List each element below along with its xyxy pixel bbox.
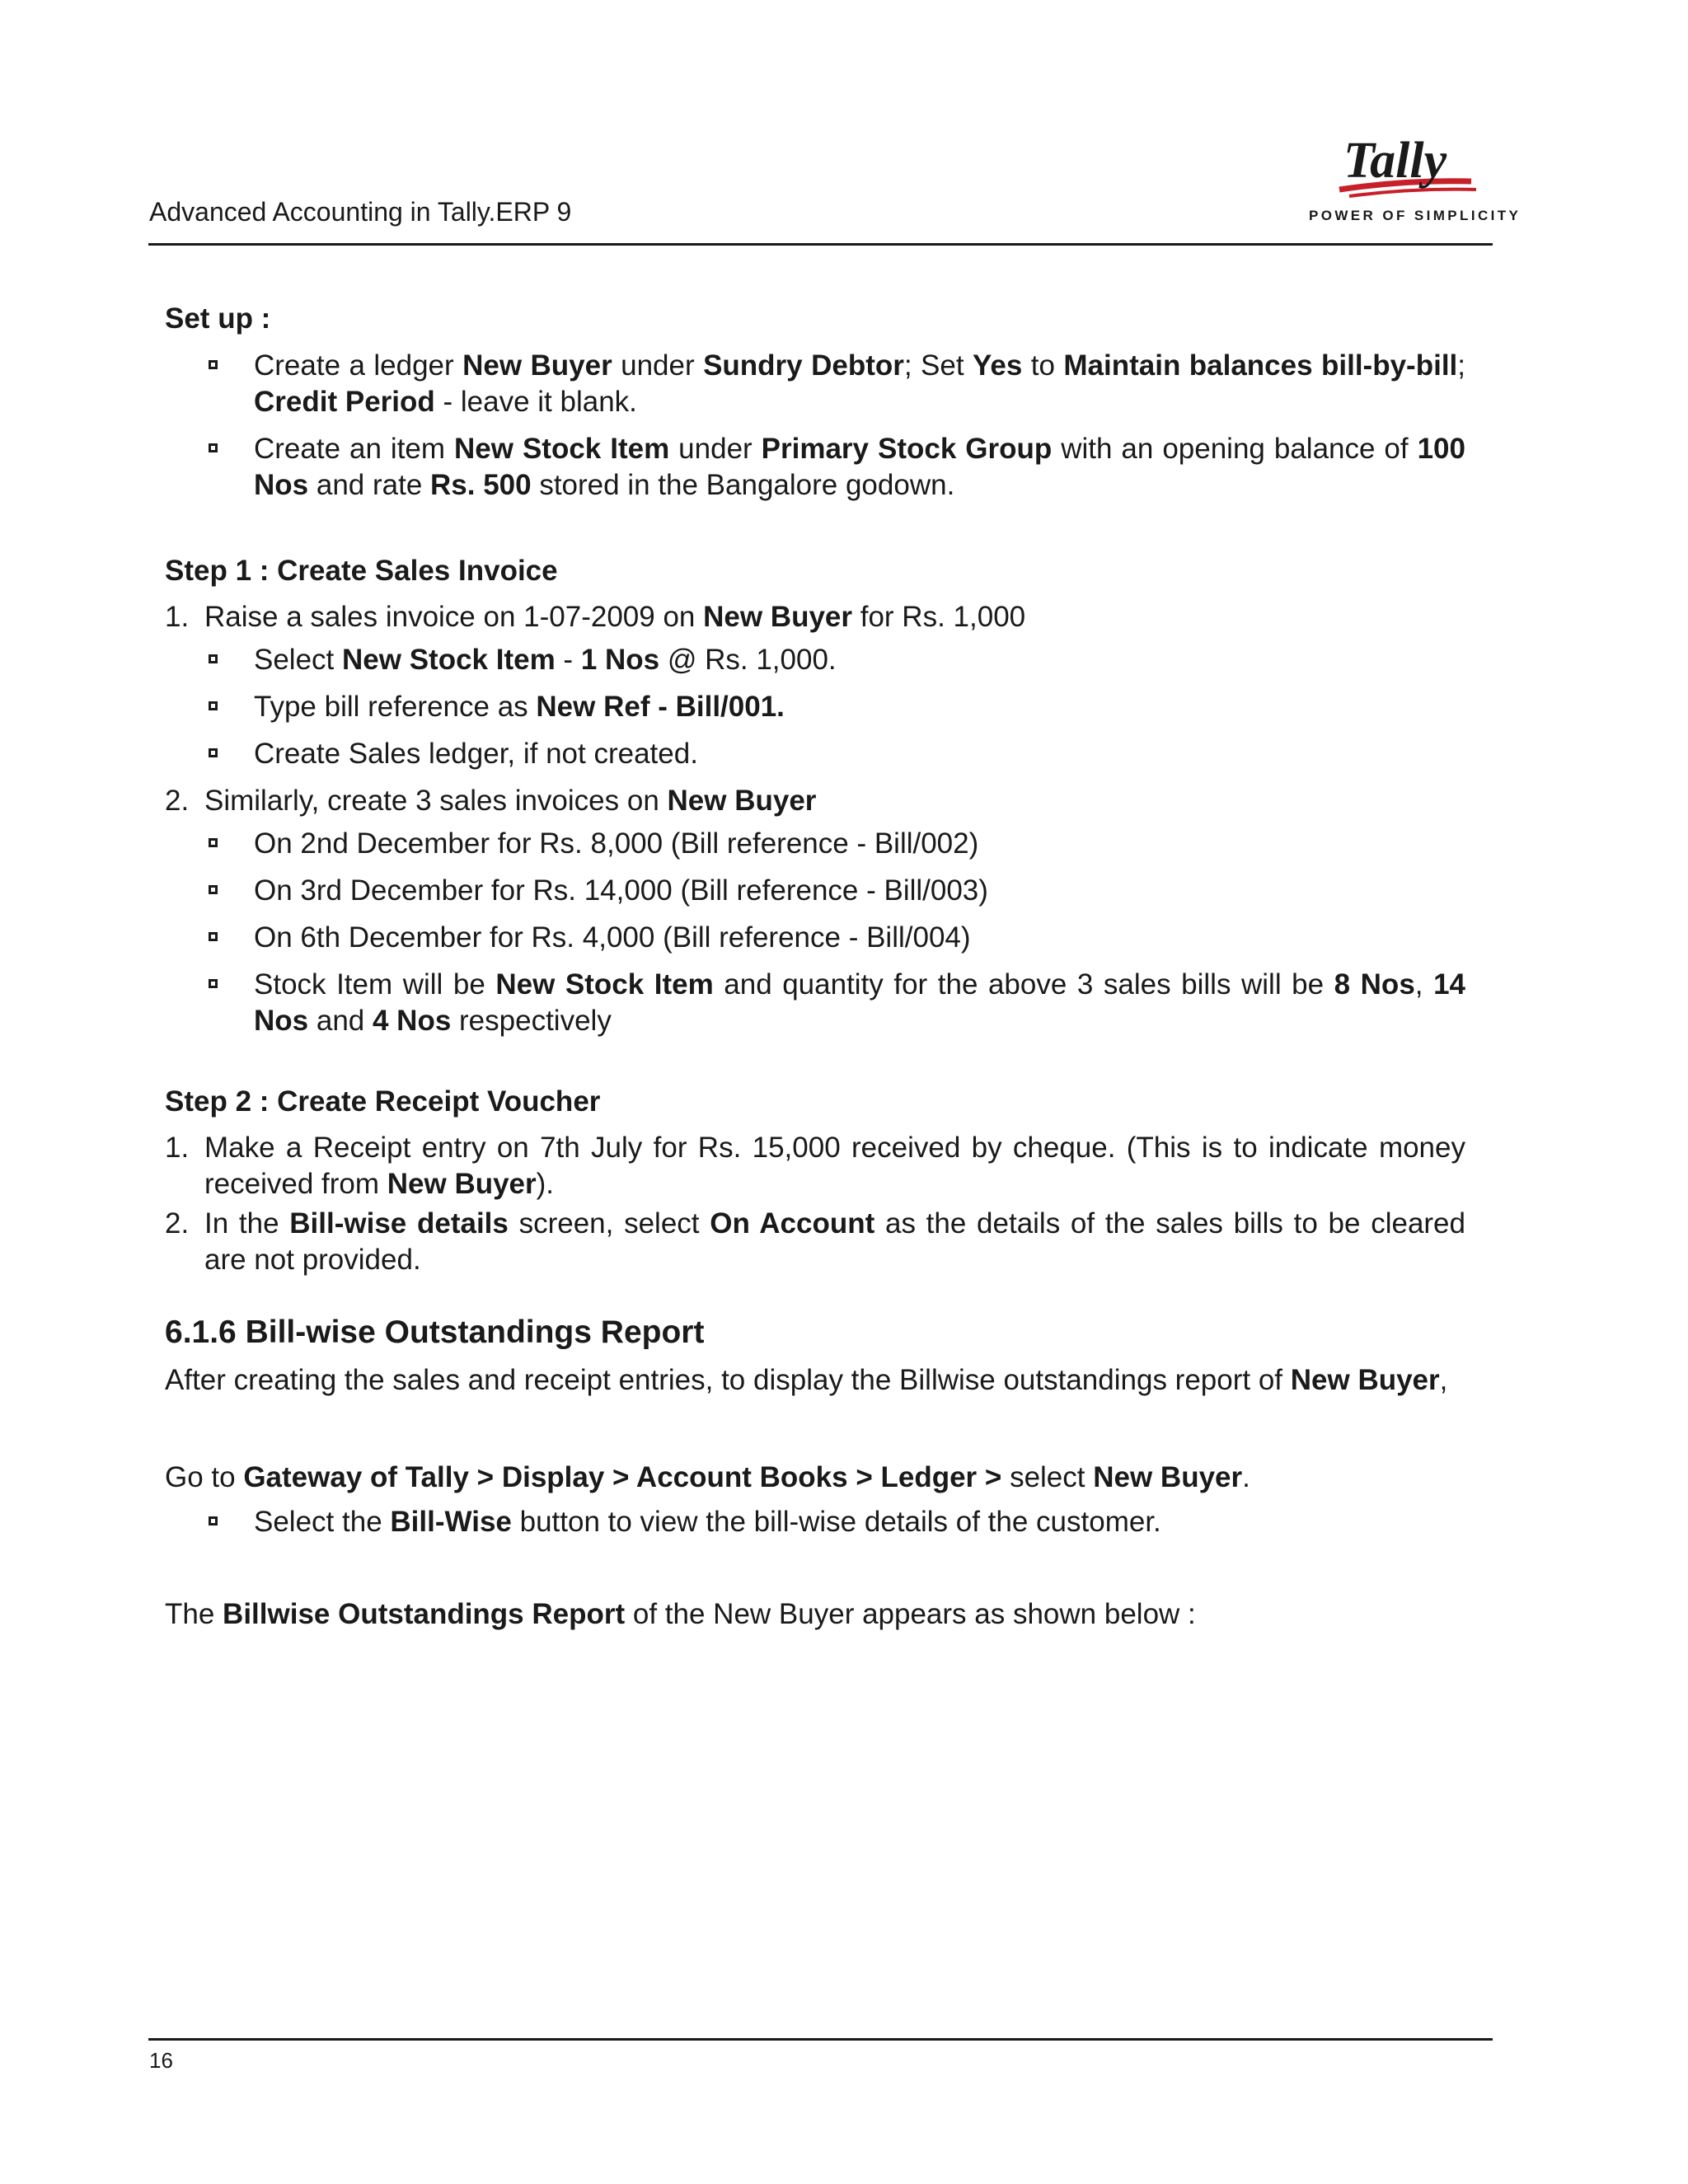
list-item: Stock Item will be New Stock Item and quantity for the above 3 sales bills will be 8 Nos, 14 Nos and 4 Nos respectively xyxy=(165,967,1465,1039)
list-item: Create a ledger New Buyer under Sundry Debtor; Set Yes to Maintain balances bill-by-bill; Credit Period - leave it blank. xyxy=(165,348,1465,420)
document-title: Advanced Accounting in Tally.ERP 9 xyxy=(149,197,572,227)
section-616-heading: 6.1.6 Bill-wise Outstandings Report xyxy=(165,1315,705,1350)
list-item: On 3rd December for Rs. 14,000 (Bill reference - Bill/003) xyxy=(165,873,1465,909)
step2-list xyxy=(165,1130,1465,1278)
list-item: 1. Make a Receipt entry on 7th July for Rs. 15,000 received by cheque. (This is to indicate money received from New Buyer). xyxy=(165,1132,1465,1200)
footer-rule xyxy=(148,2038,1493,2041)
logo-wordmark: Tally xyxy=(1343,133,1447,189)
page-content xyxy=(165,301,1465,1633)
step1-item1-bullets xyxy=(165,642,1465,772)
closing-sentence: The Billwise Outstandings Report of the New Buyer appears as shown below : xyxy=(165,1598,1196,1630)
tally-logo-icon xyxy=(1306,132,1500,210)
step1-item2-bullets xyxy=(165,826,1465,1039)
step1-heading: Step 1 : Create Sales Invoice xyxy=(165,555,558,587)
setup-list xyxy=(165,348,1465,504)
list-item: Type bill reference as New Ref - Bill/001. xyxy=(165,689,1465,725)
step1-list xyxy=(165,599,1465,635)
list-item: 2. In the Bill-wise details screen, select On Account as the details of the sales bills to be cleared are not provided. xyxy=(165,1207,1465,1276)
list-item: 2. Similarly, create 3 sales invoices on New Buyer xyxy=(165,785,817,817)
page-number: 16 xyxy=(149,2048,173,2073)
list-item: 1. Raise a sales invoice on 1-07-2009 on New Buyer for Rs. 1,000 xyxy=(165,601,1026,633)
list-item: Create Sales ledger, if not created. xyxy=(165,736,1465,772)
section-616-bullets xyxy=(165,1504,1465,1540)
section-616-intro: After creating the sales and receipt entries, to display the Billwise outstandings report of New Buyer, xyxy=(165,1364,1448,1396)
step2-heading: Step 2 : Create Receipt Voucher xyxy=(165,1085,601,1118)
logo-tagline: POWER OF SIMPLICITY xyxy=(1309,208,1522,223)
list-item: On 2nd December for Rs. 8,000 (Bill reference - Bill/002) xyxy=(165,826,1465,862)
list-item: On 6th December for Rs. 4,000 (Bill reference - Bill/004) xyxy=(165,920,1465,956)
list-item: Select New Stock Item - 1 Nos @ Rs. 1,000. xyxy=(165,642,1465,678)
navigation-path: Go to Gateway of Tally > Display > Account Books > Ledger > select New Buyer. xyxy=(165,1461,1250,1493)
setup-heading: Set up : xyxy=(165,302,271,335)
list-item: Select the Bill-Wise button to view the bill-wise details of the customer. xyxy=(165,1504,1465,1540)
list-item: Create an item New Stock Item under Primary Stock Group with an opening balance of 100 Nos and rate Rs. 500 stored in the Bangalore godown. xyxy=(165,431,1465,504)
header-rule xyxy=(148,243,1493,246)
step1-list-2 xyxy=(165,783,1465,819)
